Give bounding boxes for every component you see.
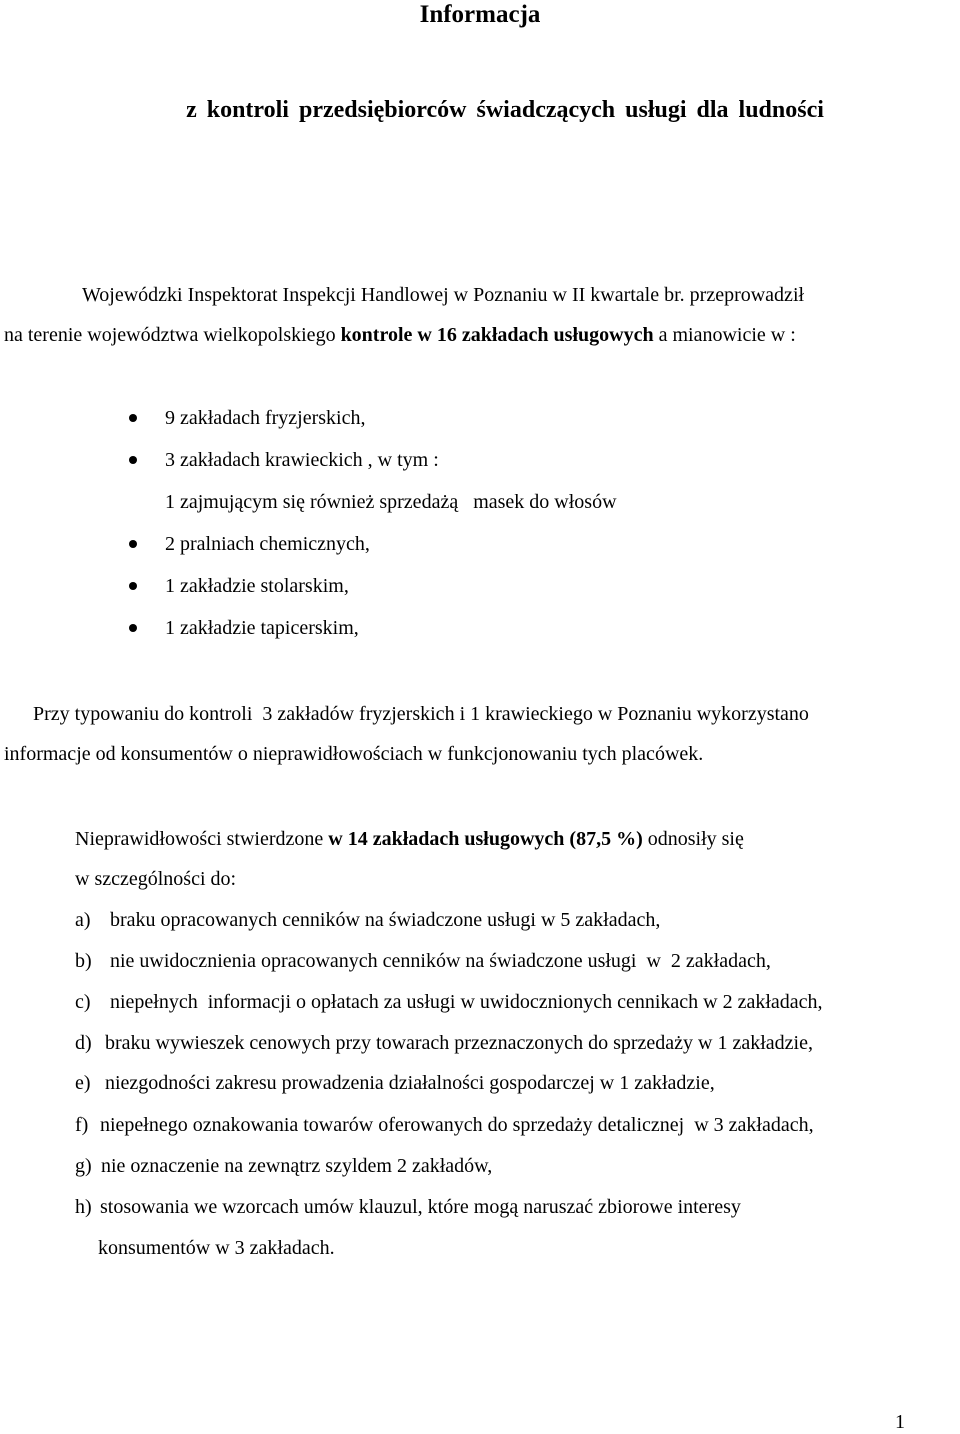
list-item: 1 zakładzie tapicerskim, xyxy=(165,617,359,639)
page-number: 1 xyxy=(895,1411,905,1433)
document-subtitle: z kontroli przedsiębiorców świadczących usługi dla ludności xyxy=(186,97,824,123)
typing-line-1: Przy typowaniu do kontroli 3 zakładów fryzjerskich i 1 krawieckiego w Poznaniu wykorzystano xyxy=(33,703,809,725)
bullet-icon xyxy=(129,456,137,464)
list-item: a) xyxy=(75,909,91,931)
list-item: 3 zakładach krawieckich , w tym : xyxy=(165,449,439,471)
bullet-icon xyxy=(129,582,137,590)
list-item: 9 zakładach fryzjerskich, xyxy=(165,407,366,429)
irregularities-line-1: Nieprawidłowości stwierdzone w 14 zakładach usługowych (87,5 %) odnosiły się xyxy=(75,828,744,850)
list-item: c) xyxy=(75,991,91,1013)
list-item: e) xyxy=(75,1072,91,1094)
list-item: 1 zakładzie stolarskim, xyxy=(165,575,349,597)
bullet-icon xyxy=(129,540,137,548)
list-item-text: nie oznaczenie na zewnątrz szyldem 2 zakładów, xyxy=(101,1155,493,1177)
list-item: d) xyxy=(75,1032,92,1054)
intro-line-2: na terenie województwa wielkopolskiego kontrole w 16 zakładach usługowych a mianowicie w : xyxy=(4,324,796,346)
list-item-text: braku wywieszek cenowych przy towarach przeznaczonych do sprzedaży w 1 zakładzie, xyxy=(105,1032,813,1054)
list-item-text: stosowania we wzorcach umów klauzul, które mogą naruszać zbiorowe interesy xyxy=(100,1196,741,1218)
typing-line-2: informacje od konsumentów o nieprawidłowościach w funkcjonowaniu tych placówek. xyxy=(4,743,704,765)
list-item-text: nie uwidocznienia opracowanych cenników na świadczone usługi w 2 zakładach, xyxy=(110,950,771,972)
list-item-text: braku opracowanych cenników na świadczone usługi w 5 zakładach, xyxy=(110,909,661,931)
list-item-text: niepełnego oznakowania towarów oferowanych do sprzedaży detalicznej w 3 zakładach, xyxy=(100,1114,814,1136)
document-title: Informacja xyxy=(419,1,541,28)
irregularities-line-2: w szczególności do: xyxy=(75,868,237,890)
list-item-subline: 1 zajmującym się również sprzedażą masek do włosów xyxy=(165,491,617,513)
list-item-text: niezgodności zakresu prowadzenia działalności gospodarczej w 1 zakładzie, xyxy=(105,1072,715,1094)
list-item: b) xyxy=(75,950,92,972)
list-item-continuation: konsumentów w 3 zakładach. xyxy=(98,1237,335,1259)
list-item: h) xyxy=(75,1196,92,1218)
bullet-icon xyxy=(129,624,137,632)
list-item: 2 pralniach chemicznych, xyxy=(165,533,370,555)
intro-line-1: Wojewódzki Inspektorat Inspekcji Handlowej w Poznaniu w II kwartale br. przeprowadził xyxy=(82,284,805,306)
list-item: f) xyxy=(75,1114,89,1136)
bullet-icon xyxy=(129,414,137,422)
list-item-text: niepełnych informacji o opłatach za usługi w uwidocznionych cennikach w 2 zakładach, xyxy=(110,991,823,1013)
list-item: g) xyxy=(75,1155,92,1177)
